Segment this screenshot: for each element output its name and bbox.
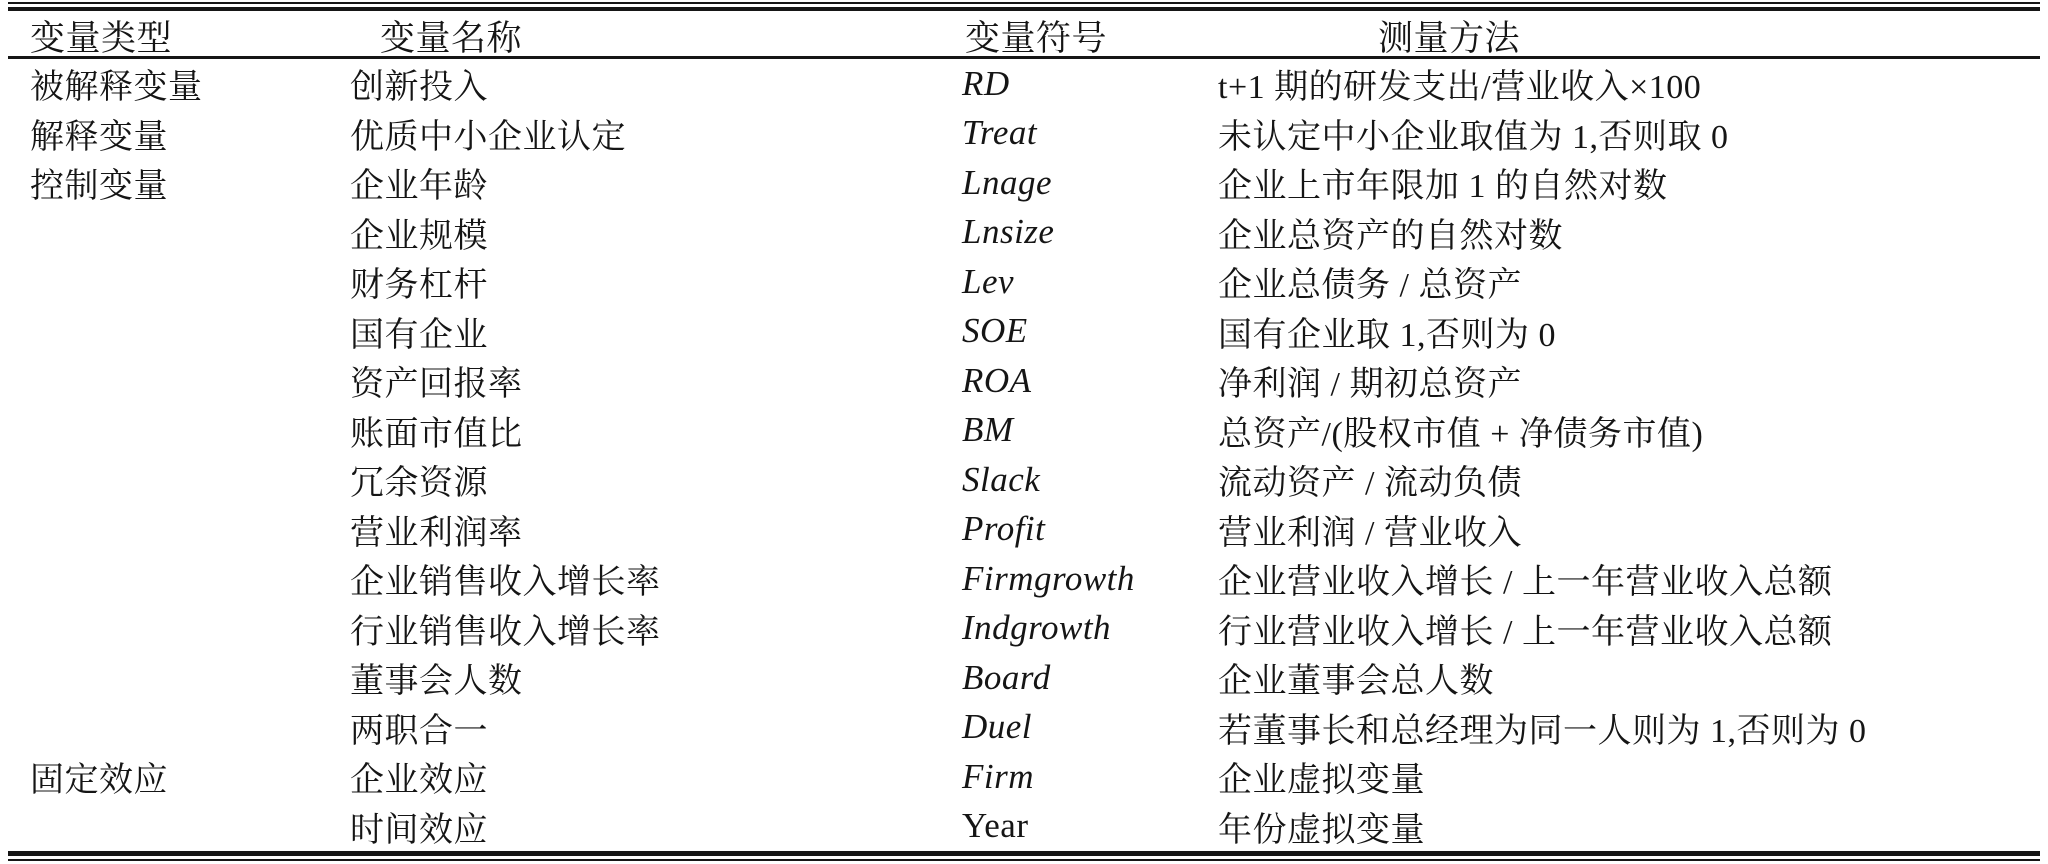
cell-variable-symbol: Treat — [962, 113, 1038, 153]
cell-variable-symbol: Year — [962, 806, 1029, 846]
cell-variable-name: 营业利润率 — [350, 514, 523, 552]
table-row — [0, 208, 2048, 258]
cell-measurement-method: 未认定中小企业取值为 1,否则取 0 — [1218, 118, 1729, 156]
cell-variable-name: 企业年龄 — [350, 168, 488, 206]
table-row — [0, 703, 2048, 753]
table-row — [0, 554, 2048, 604]
cell-variable-type: 解释变量 — [30, 118, 168, 156]
cell-variable-name: 两职合一 — [350, 712, 488, 750]
cell-variable-symbol: RD — [962, 63, 1010, 103]
table-row — [0, 752, 2048, 802]
cell-variable-name: 优质中小企业认定 — [350, 118, 626, 156]
table-row — [0, 406, 2048, 456]
cell-variable-name: 企业效应 — [350, 762, 488, 800]
cell-variable-name: 资产回报率 — [350, 366, 523, 404]
table-row — [0, 59, 2048, 109]
header-variable-name: 变量名称 — [380, 19, 523, 58]
cell-measurement-method: 企业总资产的自然对数 — [1218, 217, 1563, 255]
cell-measurement-method: 行业营业收入增长 / 上一年营业收入总额 — [1218, 613, 1833, 651]
cell-variable-name: 时间效应 — [350, 811, 488, 849]
cell-measurement-method: 流动资产 / 流动负债 — [1218, 465, 1522, 503]
table-body — [0, 59, 2048, 851]
cell-measurement-method: 若董事长和总经理为同一人则为 1,否则为 0 — [1218, 712, 1867, 750]
cell-variable-symbol: Duel — [962, 707, 1033, 747]
cell-measurement-method: 总资产/(股权市值 + 净债务市值) — [1218, 415, 1704, 453]
table-row — [0, 505, 2048, 555]
cell-variable-name: 创新投入 — [350, 69, 488, 107]
cell-measurement-method: t+1 期的研发支出/营业收入×100 — [1218, 69, 1702, 107]
cell-variable-symbol: Firmgrowth — [962, 558, 1135, 598]
header-variable-type: 变量类型 — [30, 19, 173, 58]
cell-variable-symbol: Profit — [962, 509, 1046, 549]
cell-variable-name: 行业销售收入增长率 — [350, 613, 661, 651]
cell-variable-symbol: BM — [962, 410, 1014, 450]
cell-measurement-method: 年份虚拟变量 — [1218, 811, 1425, 849]
header-variable-symbol: 变量符号 — [965, 19, 1108, 58]
cell-variable-symbol: Firm — [962, 756, 1034, 796]
header-measurement-method: 测量方法 — [1378, 19, 1521, 58]
cell-variable-type: 固定效应 — [30, 762, 168, 800]
table-row — [0, 802, 2048, 852]
cell-variable-symbol: Lnsize — [962, 212, 1055, 252]
table-row — [0, 356, 2048, 406]
table-row — [0, 307, 2048, 357]
cell-measurement-method: 国有企业取 1,否则为 0 — [1218, 316, 1556, 354]
cell-variable-symbol: SOE — [962, 311, 1028, 351]
table-top-rule-thin — [8, 2, 2040, 4]
table-row — [0, 455, 2048, 505]
table-row — [0, 257, 2048, 307]
table-bottom-rule-thin — [8, 859, 2040, 861]
table-row — [0, 158, 2048, 208]
cell-measurement-method: 企业董事会总人数 — [1218, 663, 1494, 701]
cell-variable-name: 董事会人数 — [350, 663, 523, 701]
table-row — [0, 604, 2048, 654]
table-bottom-rule-thick — [8, 851, 2040, 856]
cell-variable-name: 账面市值比 — [350, 415, 523, 453]
cell-variable-name: 企业规模 — [350, 217, 488, 255]
table-row — [0, 653, 2048, 703]
table-row — [0, 109, 2048, 159]
cell-measurement-method: 营业利润 / 营业收入 — [1218, 514, 1522, 552]
cell-measurement-method: 企业总债务 / 总资产 — [1218, 267, 1522, 305]
cell-variable-symbol: Lev — [962, 261, 1015, 301]
cell-measurement-method: 净利润 / 期初总资产 — [1218, 366, 1522, 404]
cell-variable-name: 企业销售收入增长率 — [350, 564, 661, 602]
cell-variable-type: 控制变量 — [30, 168, 168, 206]
cell-variable-symbol: Indgrowth — [962, 608, 1112, 648]
table-header-row — [0, 11, 2048, 56]
cell-variable-symbol: ROA — [962, 360, 1032, 400]
cell-variable-name: 财务杠杆 — [350, 267, 488, 305]
cell-measurement-method: 企业上市年限加 1 的自然对数 — [1218, 168, 1668, 206]
cell-variable-type: 被解释变量 — [30, 69, 203, 107]
cell-variable-name: 冗余资源 — [350, 465, 488, 503]
cell-variable-symbol: Board — [962, 657, 1051, 697]
cell-variable-name: 国有企业 — [350, 316, 488, 354]
cell-variable-symbol: Slack — [962, 459, 1041, 499]
cell-variable-symbol: Lnage — [962, 162, 1052, 202]
cell-measurement-method: 企业虚拟变量 — [1218, 762, 1425, 800]
cell-measurement-method: 企业营业收入增长 / 上一年营业收入总额 — [1218, 564, 1833, 602]
